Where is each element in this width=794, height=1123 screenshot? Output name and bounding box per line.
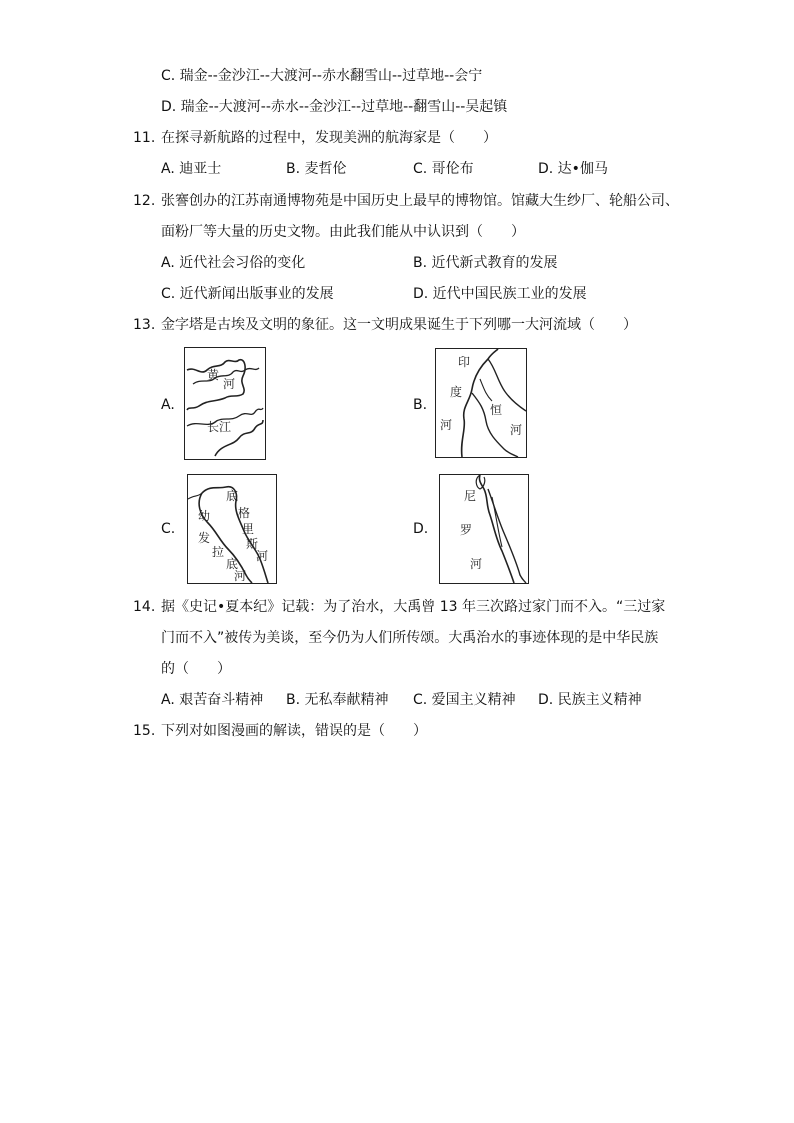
map-a-label-2: 河 <box>223 377 236 391</box>
q13-number: 13. <box>133 317 156 333</box>
q15-stem: 下列对如图漫画的解读，错误的是（ ） <box>161 723 427 739</box>
q11-option-c: C. 哥伦布 <box>413 161 474 177</box>
map-b-outline <box>436 349 526 457</box>
map-d-label-2: 罗 <box>460 523 473 537</box>
q11-option-b: B. 麦哲伦 <box>286 161 347 177</box>
q11-option-d: D. 达•伽马 <box>538 161 608 177</box>
q12-option-b: B. 近代新式教育的发展 <box>413 255 558 271</box>
q12-number: 12. <box>133 193 156 209</box>
q14-option-a: A. 艰苦奋斗精神 <box>161 692 264 708</box>
q14-stem-line2: 门而不入”被传为美谈，至今仍为人们所传颂。大禹治水的事迹体现的是中华民族 <box>161 630 659 646</box>
map-b-label-5: 河 <box>510 423 523 437</box>
q12-stem-line2: 面粉厂等大量的历史文物。由此我们能从中认识到（ ） <box>161 224 525 240</box>
map-yellow-yangtze <box>184 347 266 460</box>
q14-stem-line3: 的（ ） <box>161 661 231 677</box>
q14-stem-line1: 据《史记•夏本纪》记载：为了治水，大禹曾 13 年三次路过家门而不入。“三过家 <box>161 599 666 615</box>
map-b-label-4: 恒 <box>490 403 503 417</box>
q13-stem: 金字塔是古埃及文明的象征。这一文明成果诞生于下列哪一大河流域（ ） <box>161 317 637 333</box>
map-c-label-8: 拉 <box>212 545 225 559</box>
q14-option-b: B. 无私奉献精神 <box>286 692 389 708</box>
q12-option-a: A. 近代社会习俗的变化 <box>161 255 306 271</box>
map-d-label-1: 尼 <box>464 489 477 503</box>
map-indus-ganges <box>435 348 527 458</box>
map-c-label-4: 斯 <box>246 537 259 551</box>
map-c-label-2: 格 <box>238 506 251 520</box>
q14-option-c: C. 爱国主义精神 <box>413 692 516 708</box>
map-c-label-3: 里 <box>242 522 255 536</box>
map-b-label-2: 度 <box>450 385 463 399</box>
map-c-label-6: 幼 <box>198 509 211 523</box>
q14-option-d: D. 民族主义精神 <box>538 692 642 708</box>
map-c-label-1: 底 <box>226 489 239 503</box>
q13-option-a-letter: A. <box>161 397 175 413</box>
q13-option-c-letter: C. <box>161 521 176 537</box>
q10-option-d: D. 瑞金--大渡河--赤水--金沙江--过草地--翻雪山--吴起镇 <box>161 99 508 115</box>
map-b-label-1: 印 <box>458 355 471 369</box>
map-c-label-10: 河 <box>234 569 247 583</box>
map-a-outline <box>185 348 265 459</box>
map-d-label-3: 河 <box>470 557 483 571</box>
map-d-outline <box>440 475 528 583</box>
map-c-label-9: 底 <box>226 557 239 571</box>
map-a-label-3: 长江 <box>207 420 232 434</box>
q15-number: 15. <box>133 723 156 739</box>
map-c-label-5: 河 <box>256 549 269 563</box>
q13-option-b-letter: B. <box>413 397 428 413</box>
q12-option-d: D. 近代中国民族工业的发展 <box>413 286 587 302</box>
map-a-label-1: 黄 <box>207 368 220 382</box>
map-c-label-7: 发 <box>198 531 211 545</box>
q12-stem-line1: 张謇创办的江苏南通博物苑是中国历史上最早的博物馆。馆藏大生纱厂、轮船公司、 <box>161 193 679 209</box>
q11-number: 11. <box>133 130 156 146</box>
q13-option-d-letter: D. <box>413 521 429 537</box>
q11-stem: 在探寻新航路的过程中，发现美洲的航海家是（ ） <box>161 130 497 146</box>
map-nile <box>439 474 529 584</box>
q10-option-c: C. 瑞金--金沙江--大渡河--赤水翻雪山--过草地--会宁 <box>161 68 483 84</box>
map-tigris-euphrates <box>187 474 277 584</box>
map-b-label-3: 河 <box>440 418 453 432</box>
q11-option-a: A. 迪亚士 <box>161 161 222 177</box>
q12-option-c: C. 近代新闻出版事业的发展 <box>161 286 334 302</box>
q14-number: 14. <box>133 599 156 615</box>
